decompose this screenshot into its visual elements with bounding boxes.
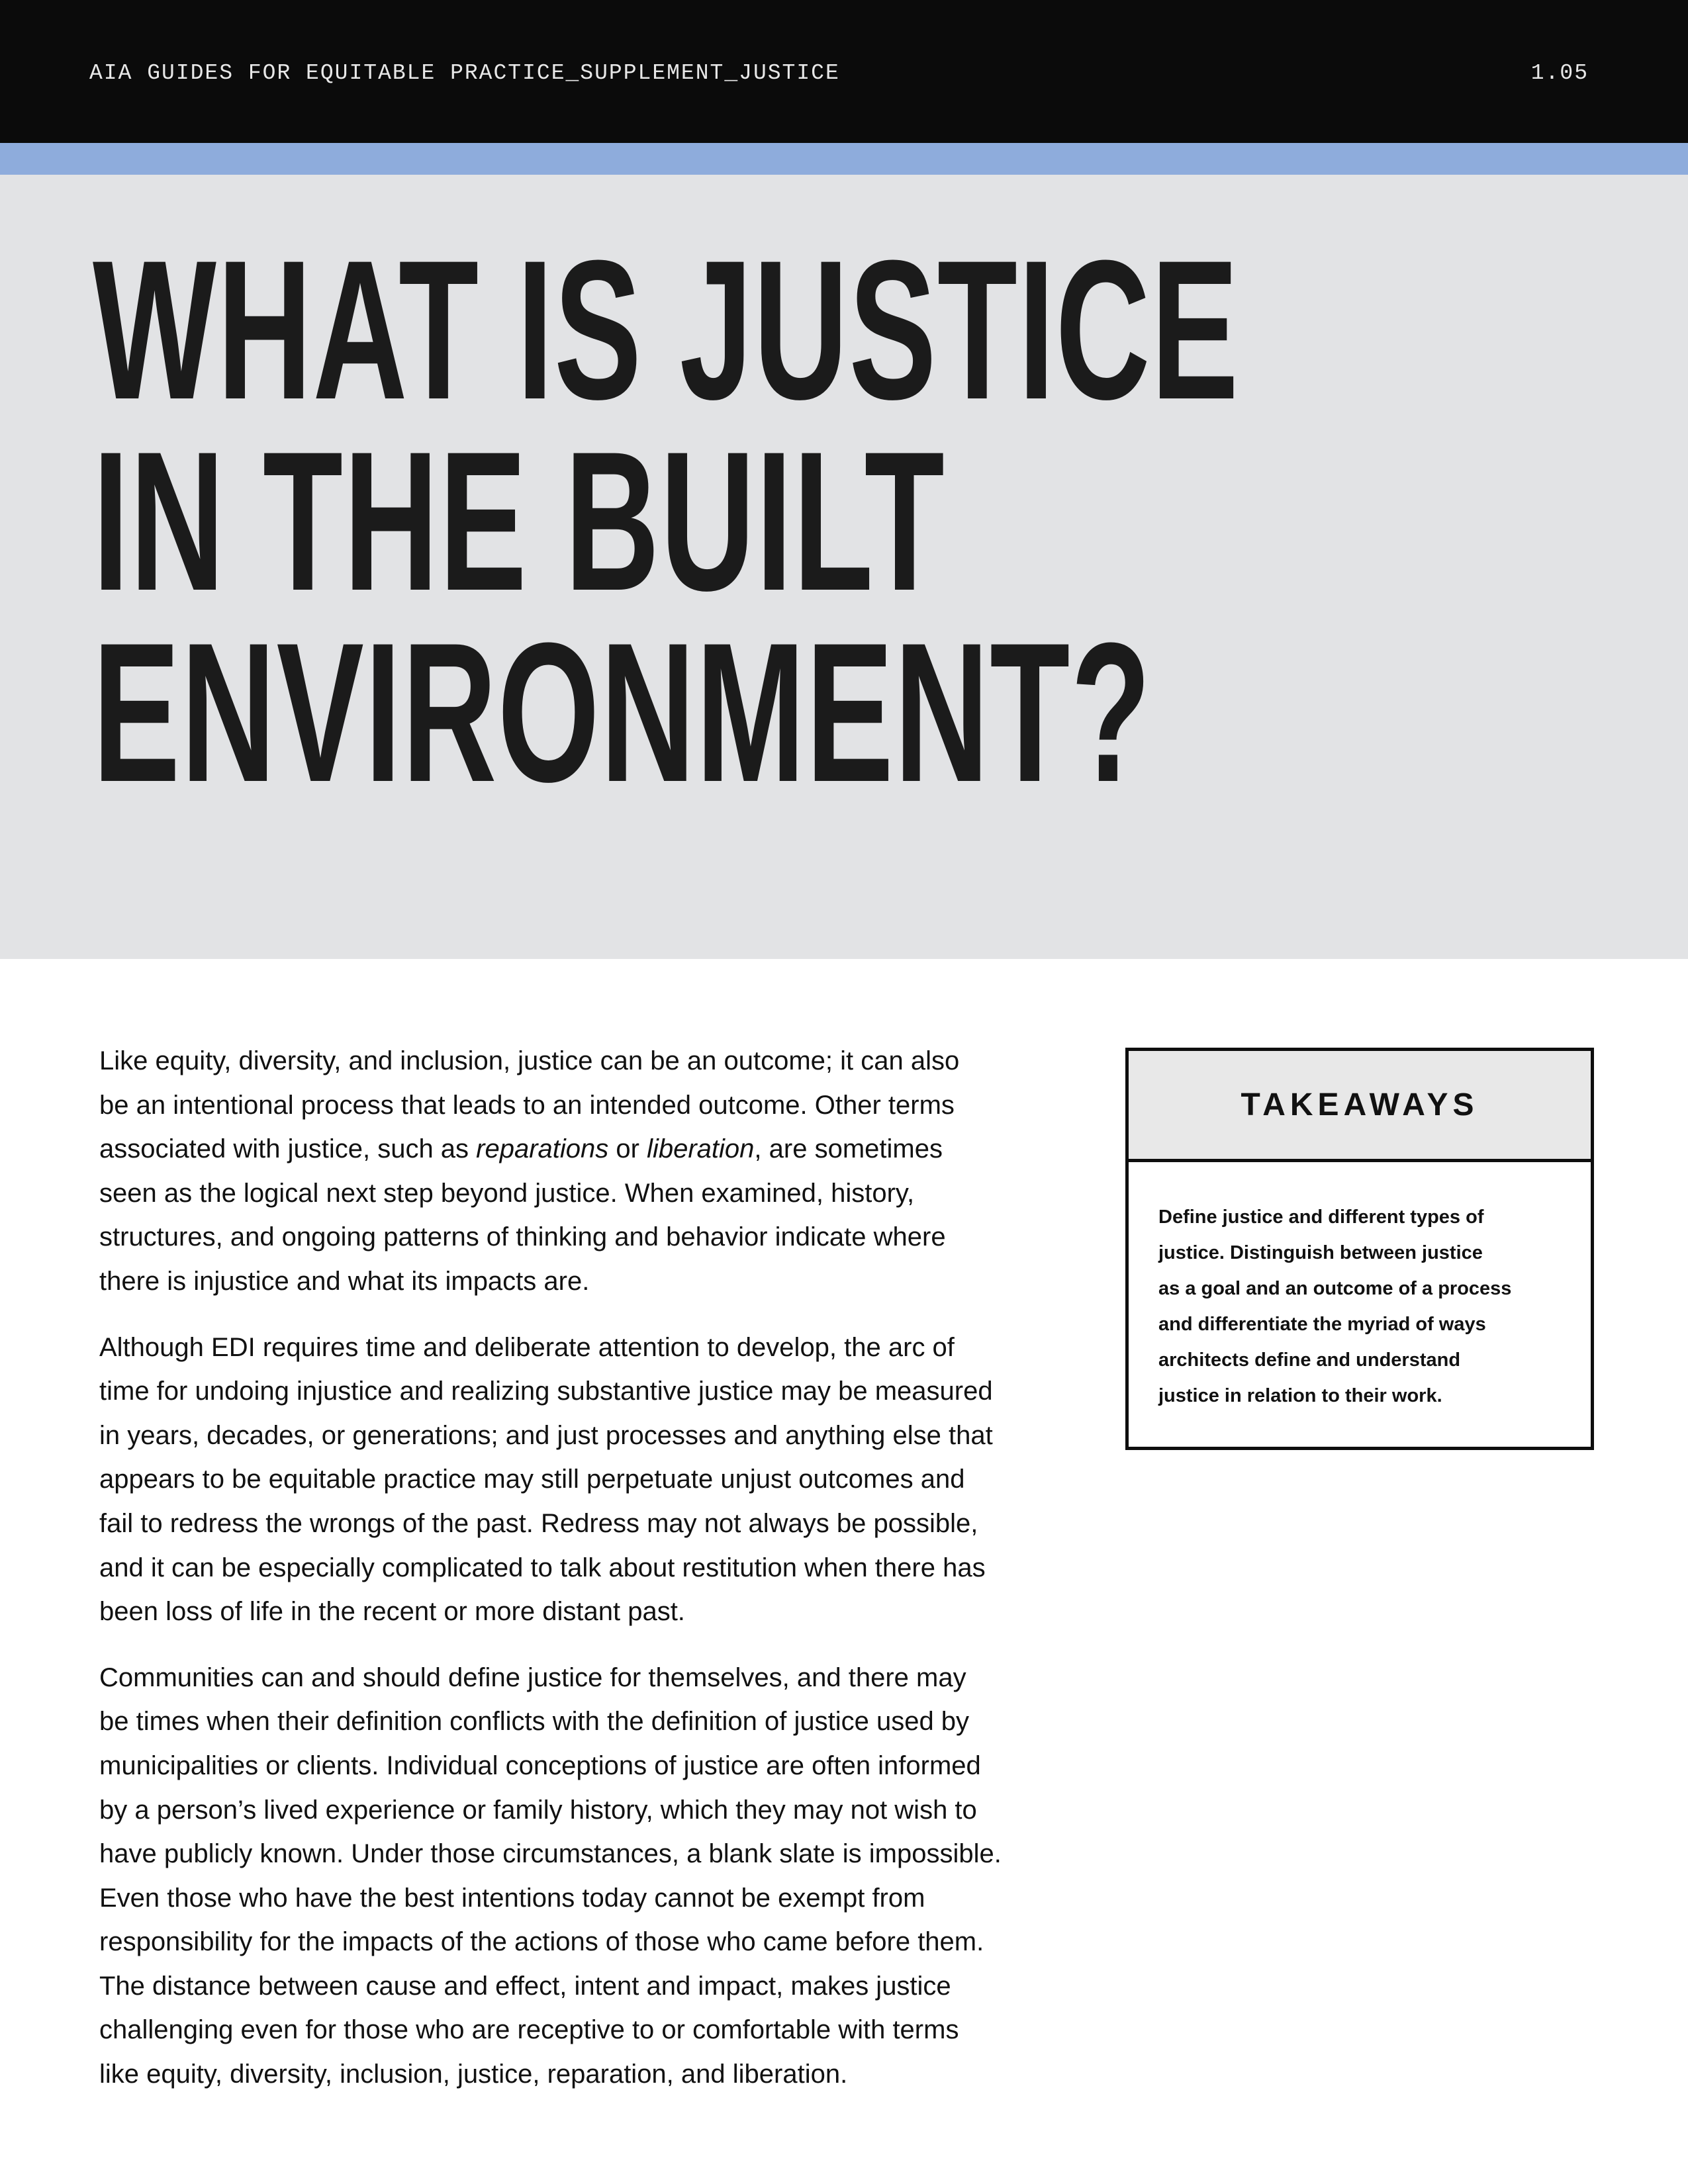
page-title	[93, 218, 1240, 823]
text-line: Communities can and should define justice for themselves, and there may	[99, 1662, 966, 1692]
text-line: there is injustice and what its impacts are.	[99, 1266, 590, 1296]
text-line: time for undoing injustice and realizing substantive justice may be measured	[99, 1377, 993, 1406]
text-line: have publicly known. Under those circumstances, a blank slate is impossible.	[99, 1839, 1002, 1869]
text-line: Like equity, diversity, and inclusion, justice can be an outcome; it can also	[99, 1046, 960, 1075]
text-line: and it can be especially complicated to talk about restitution when there has	[99, 1553, 986, 1582]
title-line: IN THE BUILT	[93, 410, 946, 632]
text-line: Define justice and different types of	[1158, 1206, 1484, 1228]
emphasis-liberation: liberation	[647, 1134, 755, 1164]
text-line: Even those who have the best intentions today cannot be exempt from	[99, 1883, 925, 1913]
text-line: been loss of life in the recent or more distant past.	[99, 1597, 685, 1627]
text-line: municipalities or clients. Individual conceptions of justice are often informed	[99, 1751, 981, 1780]
text-line: be an intentional process that leads to an intended outcome. Other terms	[99, 1090, 955, 1120]
text-line: justice in relation to their work.	[1158, 1385, 1442, 1406]
text-line: in years, decades, or generations; and just processes and anything else that	[99, 1420, 993, 1450]
text-line: by a person’s lived experience or family history, which they may not wish to	[99, 1795, 977, 1825]
text-run: , are sometimes	[754, 1134, 943, 1164]
text-line: as a goal and an outcome of a process	[1158, 1278, 1512, 1299]
top-bar	[0, 0, 1688, 143]
running-head: AIA GUIDES FOR EQUITABLE PRACTICE_SUPPLEMENT_JUSTICE	[89, 61, 840, 85]
paragraph-1	[99, 1039, 1086, 1304]
text-line: responsibility for the impacts of the actions of those who came before them.	[99, 1927, 984, 1957]
text-line: appears to be equitable practice may still perpetuate unjust outcomes and	[99, 1465, 965, 1494]
title-line: ENVIRONMENT?	[93, 601, 1152, 823]
takeaways-text	[1129, 1162, 1591, 1414]
takeaways-header	[1129, 1051, 1591, 1162]
text-line: and differentiate the myriad of ways	[1158, 1314, 1486, 1335]
takeaways-title: TAKEAWAYS	[1241, 1087, 1479, 1122]
paragraph-3	[99, 1656, 1086, 2097]
text-line: structures, and ongoing patterns of thinking and behavior indicate where	[99, 1222, 946, 1252]
text-line: challenging even for those who are receptive to or comfortable with terms	[99, 2015, 959, 2045]
paragraph-2	[99, 1326, 1086, 1634]
title-line: WHAT IS JUSTICE	[93, 218, 1240, 441]
text-line: justice. Distinguish between justice	[1158, 1242, 1483, 1263]
emphasis-reparations: reparations	[476, 1134, 609, 1164]
text-run: associated with justice, such as	[99, 1134, 477, 1164]
text-line: fail to redress the wrongs of the past. Redress may not always be possible,	[99, 1508, 978, 1538]
text-line: like equity, diversity, inclusion, justice, reparation, and liberation.	[99, 2060, 848, 2089]
text-line: Although EDI requires time and deliberate attention to develop, the arc of	[99, 1332, 955, 1362]
page-number: 1.05	[1530, 61, 1589, 85]
main-body	[99, 1039, 1086, 2118]
text-line: be times when their definition conflicts with the definition of justice used by	[99, 1707, 970, 1737]
hero-banner	[0, 175, 1688, 959]
text-line: seen as the logical next step beyond justice. When examined, history,	[99, 1178, 915, 1208]
text-line: architects define and understand	[1158, 1349, 1461, 1371]
text-run: or	[608, 1134, 647, 1164]
takeaways-box	[1125, 1048, 1594, 1450]
accent-strip	[0, 143, 1688, 175]
text-line	[99, 1127, 1086, 1171]
text-line: The distance between cause and effect, intent and impact, makes justice	[99, 1971, 951, 2001]
